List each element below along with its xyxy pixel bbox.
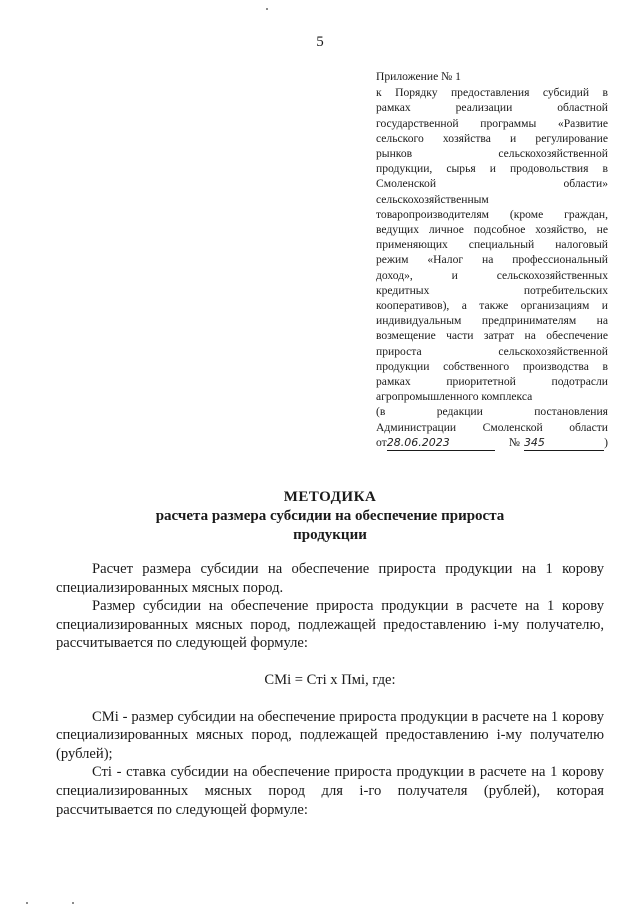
appendix-line: кооперативов), а также организациям и	[376, 299, 608, 313]
appendix-line: ведущих личное подсобное хозяйство, не	[376, 223, 608, 237]
appendix-line: рынков сельскохозяйственной	[376, 147, 608, 161]
appendix-line: сельскохозяйственным	[376, 192, 489, 206]
appendix-line: к Порядку предоставления субсидий в	[376, 86, 608, 100]
appendix-line: товаропроизводителям (кроме граждан,	[376, 207, 608, 221]
appendix-line: продукции собственного производства в	[376, 359, 608, 373]
body-text	[56, 560, 604, 819]
appendix-line: индивидуальным предпринимателям на	[376, 314, 608, 328]
title-main: МЕТОДИКА	[283, 489, 377, 505]
page-number: 5	[316, 34, 324, 50]
appendix-line: возмещение части затрат на обеспечение	[376, 329, 608, 343]
handwritten-number: 345	[524, 435, 604, 451]
appendix-line: государственной программы «Развитие	[376, 116, 608, 130]
closing-paren: )	[604, 435, 608, 449]
appendix-header	[376, 69, 608, 451]
scan-speck	[72, 902, 74, 904]
appendix-line: прироста сельскохозяйственной	[376, 344, 608, 358]
paragraph: Размер субсидии на обеспечение прироста продукции в расчете на 1 корову специализированных мясных пород, подлежащей предоставлению i-му получателю, рассчитывается по следующей формуле:	[56, 598, 604, 652]
appendix-line: агропромышленного комплекса	[376, 390, 533, 404]
edition-line: Администрации Смоленской области	[376, 420, 608, 434]
appendix-line: продукции, сырья и продовольствия в	[376, 162, 608, 176]
scan-speck	[266, 8, 268, 10]
appendix-title: Приложение № 1	[376, 70, 461, 83]
signature-line	[376, 435, 608, 451]
scan-speck	[26, 902, 28, 904]
appendix-line: кредитных потребительских	[376, 283, 608, 297]
document-title	[60, 488, 600, 545]
appendix-line: сельского хозяйства и регулирование	[376, 131, 608, 145]
title-sub-line: расчета размера субсидии на обеспечение прироста	[155, 508, 505, 524]
appendix-line: рамках приоритетной подотрасли	[376, 375, 608, 389]
paragraph: Стi - ставка субсидии на обеспечение прироста продукции в расчете на 1 корову специализированных мясных пород для i-го получателя (рублей), которая рассчитывается по следующей формуле:	[56, 764, 604, 818]
paragraph: СМi - размер субсидии на обеспечение прироста продукции в расчете на 1 корову специализированных мясных пород, подлежащей предоставлению i-му получателю (рублей);	[56, 708, 604, 762]
appendix-line: доход», и сельскохозяйственных	[376, 268, 608, 282]
number-sign: №	[508, 435, 520, 449]
title-sub-line: продукции	[293, 527, 367, 543]
handwritten-date: 28.06.2023	[387, 435, 495, 451]
formula: СМi = Стi x Пмi, где:	[264, 671, 396, 688]
appendix-line: рамках реализации областной	[376, 101, 608, 115]
appendix-line: Смоленской области»	[376, 177, 608, 191]
paragraph: Расчет размера субсидии на обеспечение прироста продукции на 1 корову специализированных мясных пород.	[56, 561, 604, 596]
sign-prefix: от	[376, 435, 387, 449]
appendix-line: применяющих специальный налоговый	[376, 238, 608, 252]
appendix-line: режим «Налог на профессиональный	[376, 253, 608, 267]
edition-line: (в редакции постановления	[376, 405, 608, 419]
